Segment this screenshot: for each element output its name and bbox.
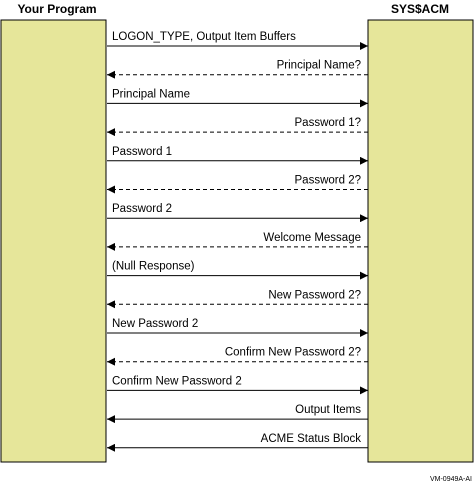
message-label-14: Output Items	[295, 404, 361, 417]
message-label-2: Principal Name?	[276, 59, 361, 72]
message-label-4: Password 1?	[294, 117, 361, 130]
message-label-11: New Password 2	[112, 318, 199, 330]
message-label-1: LOGON_TYPE, Output Item Buffers	[112, 31, 296, 43]
message-label-10: New Password 2?	[268, 289, 361, 302]
right-participant-title: SYS$ACM	[390, 2, 450, 16]
right-participant-lifeline	[368, 20, 473, 462]
message-label-13: Confirm New Password 2	[112, 375, 242, 388]
message-label-8: Welcome Message	[263, 231, 361, 244]
message-label-3: Principal Name	[112, 88, 190, 101]
figure-id: VM-0949A-AI	[429, 476, 472, 483]
message-list	[107, 31, 368, 448]
message-label-9: (Null Response)	[112, 260, 195, 273]
left-participant-title: Your Program	[17, 2, 97, 16]
message-label-15: ACME Status Block	[260, 432, 361, 445]
left-participant-lifeline	[1, 20, 106, 462]
message-label-5: Password 1	[112, 145, 173, 158]
message-label-7: Password 2	[112, 203, 173, 216]
message-label-12: Confirm New Password 2?	[224, 346, 361, 359]
message-label-6: Password 2?	[294, 174, 361, 187]
